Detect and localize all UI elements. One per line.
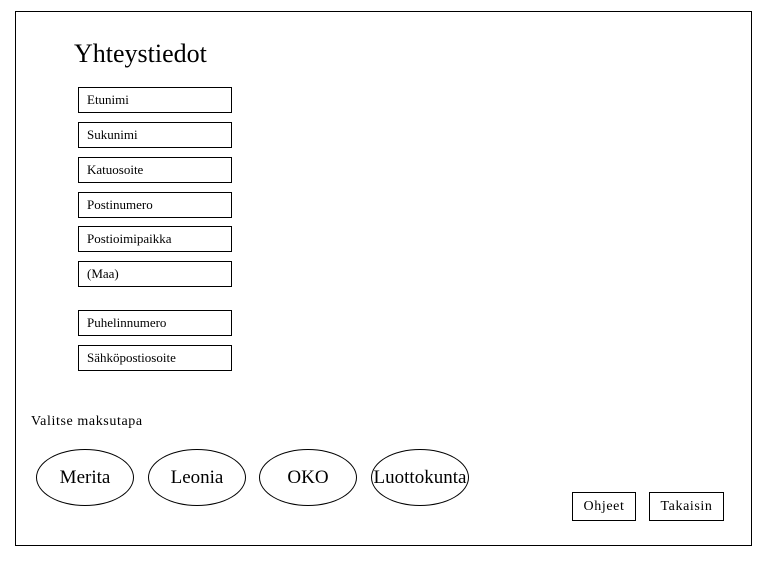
country-input[interactable]: [78, 261, 232, 287]
last-name-input[interactable]: [78, 122, 232, 148]
postal-code-input[interactable]: [78, 192, 232, 218]
payment-option-luottokunta[interactable]: Luottokunta: [371, 449, 469, 506]
back-button[interactable]: Takaisin: [649, 492, 724, 521]
payment-option-leonia[interactable]: Leonia: [148, 449, 246, 506]
city-input[interactable]: [78, 226, 232, 252]
email-input[interactable]: [78, 345, 232, 371]
payment-option-oko[interactable]: OKO: [259, 449, 357, 506]
phone-input[interactable]: [78, 310, 232, 336]
first-name-input[interactable]: [78, 87, 232, 113]
payment-option-merita[interactable]: Merita: [36, 449, 134, 506]
street-address-input[interactable]: [78, 157, 232, 183]
page-title: Yhteystiedot: [74, 39, 207, 68]
payment-method-label: Valitse maksutapa: [31, 414, 143, 429]
help-button[interactable]: Ohjeet: [572, 492, 636, 521]
